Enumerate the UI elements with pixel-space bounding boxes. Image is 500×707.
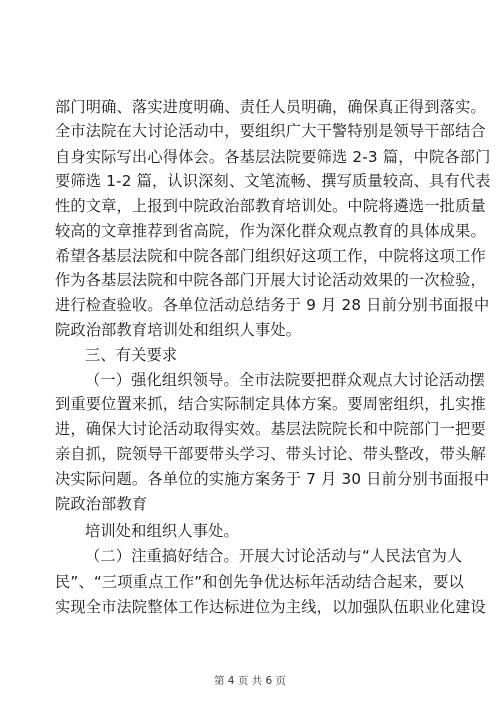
section-heading: 三、有关要求	[85, 346, 178, 364]
text-line: 作为各基层法院和中院各部门开展大讨论活动效果的一次检验，	[55, 271, 486, 289]
text-line: （二）注重搞好结合。开展大讨论活动与“人民法官为人	[85, 547, 463, 565]
text-line: 较高的文章推荐到省高院，作为深化群众观点教育的具体成果。	[55, 222, 486, 240]
page-number-footer: 第 4 页 共 6 页	[213, 675, 287, 687]
text-line: 要筛选 1-2 篇，认识深刻、文笔流畅、撰写质量较高、具有代表	[55, 172, 491, 190]
text-line: 院政治部教育培训处和组织人事处。	[55, 321, 302, 339]
text-line: （一）强化组织领导。全市法院要把群众观点大讨论活动摆	[85, 371, 486, 389]
text-line: 实现全市法院整体工作达标进位为主线，以加强队伍职业化建设	[55, 598, 486, 616]
text-line: 民”、“三项重点工作”和创先争优达标年活动结合起来，要以	[55, 573, 464, 591]
text-line: 到重要位置来抓，结合实际制定具体方案。要周密组织，扎实推	[55, 395, 486, 413]
text-line: 进行检查验收。各单位活动总结务于 9 月 28 日前分别书面报中	[55, 296, 490, 314]
text-line: 性的文章，上报到中院政治部教育培训处。中院将遴选一批质量	[55, 197, 486, 215]
text-line: 部门明确、落实进度明确、责任人员明确，确保真正得到落实。	[55, 98, 486, 116]
text-line: 自身实际写出心得体会。各基层法院要筛选 2-3 篇，中院各部门	[55, 148, 491, 166]
text-line: 院政治部教育	[55, 495, 148, 513]
text-line: 亲自抓，院领导干部要带头学习、带头讨论、带头整改，带头解	[55, 445, 486, 463]
text-line: 全市法院在大讨论活动中，要组织广大干警特别是领导干部结合	[55, 122, 486, 140]
text-line: 进，确保大讨论活动取得实效。基层法院院长和中院部门一把要	[55, 420, 486, 438]
text-line: 决实际问题。各单位的实施方案务于 7 月 30 日前分别书面报中	[55, 470, 490, 488]
text-line: 培训处和组织人事处。	[85, 522, 239, 540]
text-line: 希望各基层法院和中院各部门组织好这项工作，中院将这项工作	[55, 247, 486, 265]
